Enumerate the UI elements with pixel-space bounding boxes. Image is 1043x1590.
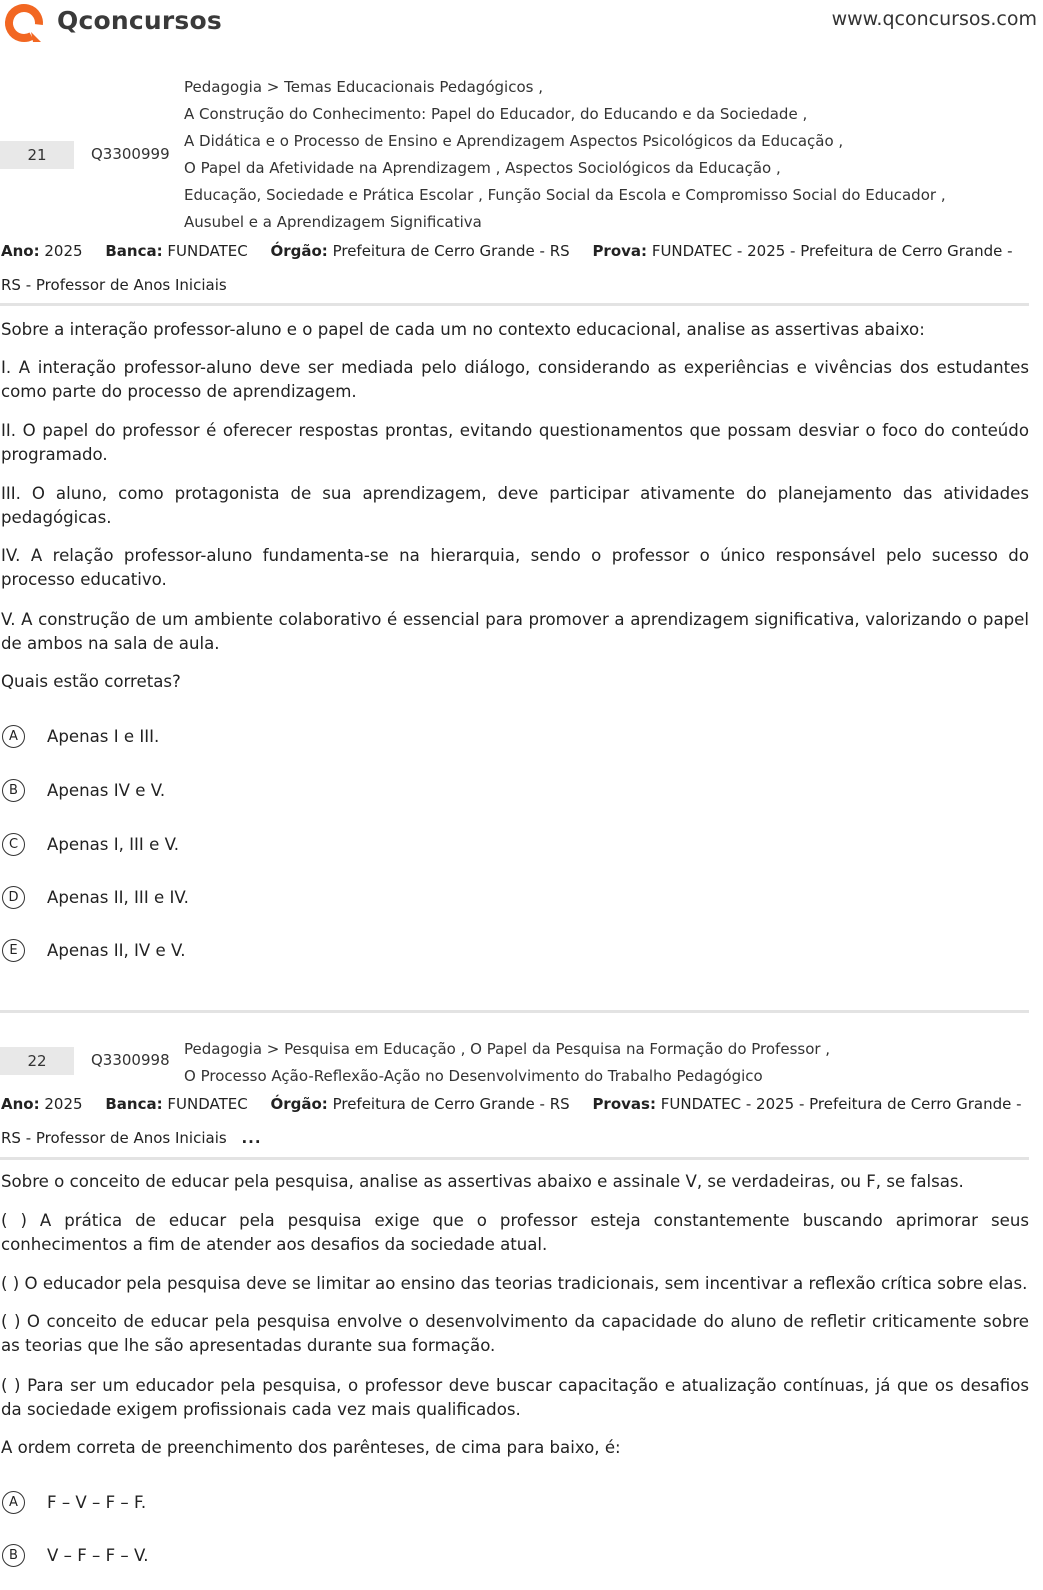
banca-label: Banca: [105, 242, 163, 260]
divider [0, 1157, 1029, 1160]
question-id[interactable]: Q3300999 [91, 145, 170, 163]
prova-value[interactable]: FUNDATEC - 2025 - Prefeitura de Cerro Grande - RS - Professor de Anos Iniciais [1, 242, 1013, 294]
subject-list [184, 1036, 830, 1090]
option-text[interactable]: F – V – F – F. [47, 1492, 147, 1512]
question-prompt: Quais estão corretas? [1, 672, 181, 691]
assertion: I. A interação professor-aluno deve ser mediada pelo diálogo, considerando as experiências e vivências dos estudantes como parte do processo de aprendizagem. [1, 358, 1029, 401]
subject-line[interactable]: Pedagogia > Pesquisa em Educação , O Papel da Pesquisa na Formação do Professor , [184, 1040, 831, 1058]
option-letter-circle[interactable]: D [2, 886, 25, 909]
question-prompt: A ordem correta de preenchimento dos parênteses, de cima para baixo, é: [1, 1438, 621, 1457]
ano-label: Ano: [1, 1095, 40, 1113]
assertion: III. O aluno, como protagonista de sua aprendizagem, deve participar ativamente do planejamento das atividades pedagógicas. [1, 484, 1029, 527]
subject-list [184, 74, 946, 236]
option-text[interactable]: Apenas II, IV e V. [47, 940, 186, 960]
option-e[interactable] [2, 937, 186, 963]
qconcursos-logo-icon[interactable] [3, 2, 45, 44]
question-meta [1, 234, 1036, 302]
divider [0, 303, 1029, 306]
assertion: ( ) A prática de educar pela pesquisa exige que o professor esteja constantemente buscando aprimorar seus conhecimentos a fim de atender aos desafios da sociedade atual. [1, 1211, 1029, 1254]
option-b[interactable] [2, 1542, 149, 1568]
option-letter-circle[interactable]: B [2, 779, 25, 802]
assertion: V. A construção de um ambiente colaborativo é essencial para promover a aprendizagem significativa, valorizando o papel de ambos na sala de aula. [1, 610, 1029, 653]
more-exams-ellipsis[interactable]: ... [241, 1129, 262, 1147]
option-a[interactable] [2, 1489, 147, 1515]
banca-label: Banca: [105, 1095, 163, 1113]
option-text[interactable]: Apenas IV e V. [47, 780, 166, 800]
assertion: IV. A relação professor-aluno fundamenta-se na hierarquia, sendo o professor o único responsável pelo sucesso do processo educativo. [1, 546, 1029, 589]
provas-label: Provas: [592, 1095, 656, 1113]
prova-value[interactable]: FUNDATEC - 2025 - Prefeitura de Cerro Grande - RS - Professor de Anos Iniciais [1, 1095, 1022, 1147]
page-header [0, 0, 1043, 50]
option-d[interactable] [2, 884, 189, 910]
option-text[interactable]: Apenas I, III e V. [47, 834, 180, 854]
subject-line[interactable]: A Construção do Conhecimento: Papel do Educador, do Educando e da Sociedade , [184, 105, 808, 123]
orgao-label: Órgão: [270, 1095, 328, 1113]
banca-value[interactable]: FUNDATEC [167, 1095, 248, 1113]
option-text[interactable]: V – F – F – V. [47, 1545, 149, 1565]
option-c[interactable] [2, 831, 180, 857]
option-letter-circle[interactable]: C [2, 833, 25, 856]
option-b[interactable] [2, 777, 166, 803]
ano-value[interactable]: 2025 [44, 242, 83, 260]
question-number: 22 [0, 1047, 74, 1075]
subject-line[interactable]: Educação, Sociedade e Prática Escolar , Função Social da Escola e Compromisso Social do Educador , [184, 186, 946, 204]
assertion: II. O papel do professor é oferecer respostas prontas, evitando questionamentos que possam desviar o foco do conteúdo programado. [1, 421, 1029, 464]
assertion: ( ) O educador pela pesquisa deve se limitar ao ensino das teorias tradicionais, sem incentivar a reflexão crítica sobre elas. [1, 1274, 1028, 1293]
subject-line[interactable]: O Papel da Afetividade na Aprendizagem , Aspectos Sociológicos da Educação , [184, 159, 781, 177]
statement: Sobre a interação professor-aluno e o papel de cada um no contexto educacional, analise as assertivas abaixo: [1, 320, 925, 339]
orgao-value[interactable]: Prefeitura de Cerro Grande - RS [332, 1095, 570, 1113]
option-text[interactable]: Apenas I e III. [47, 726, 160, 746]
subject-line[interactable]: A Didática e o Processo de Ensino e Aprendizagem Aspectos Psicológicos da Educação , [184, 132, 844, 150]
assertion: ( ) Para ser um educador pela pesquisa, o professor deve buscar capacitação e atualização contínuas, já que os desafios da sociedade exigem profissionais cada vez mais qualificados. [1, 1376, 1029, 1419]
subject-line[interactable]: O Processo Ação-Reflexão-Ação no Desenvolvimento do Trabalho Pedagógico [184, 1067, 763, 1085]
option-text[interactable]: Apenas II, III e IV. [47, 887, 189, 907]
question-separator [0, 1010, 1029, 1013]
ano-value[interactable]: 2025 [44, 1095, 83, 1113]
subject-line[interactable]: Pedagogia > Temas Educacionais Pedagógicos , [184, 78, 543, 96]
prova-label: Prova: [592, 242, 648, 260]
option-letter-circle[interactable]: A [2, 1491, 25, 1514]
statement: Sobre o conceito de educar pela pesquisa, analise as assertivas abaixo e assinale V, se verdadeiras, ou F, se falsas. [1, 1172, 964, 1191]
assertion: ( ) O conceito de educar pela pesquisa envolve o desenvolvimento da capacidade do aluno de refletir criticamente sobre as teorias que lhe são apresentadas durante sua formação. [1, 1312, 1029, 1355]
question-id[interactable]: Q3300998 [91, 1051, 170, 1069]
site-url[interactable]: www.qconcursos.com [831, 8, 1037, 30]
question-number: 21 [0, 141, 74, 169]
orgao-label: Órgão: [270, 242, 328, 260]
option-letter-circle[interactable]: B [2, 1544, 25, 1567]
option-a[interactable] [2, 723, 160, 749]
question-meta [1, 1087, 1036, 1155]
banca-value[interactable]: FUNDATEC [167, 242, 248, 260]
ano-label: Ano: [1, 242, 40, 260]
option-letter-circle[interactable]: A [2, 725, 25, 748]
subject-line[interactable]: Ausubel e a Aprendizagem Significativa [184, 213, 482, 231]
option-letter-circle[interactable]: E [2, 939, 25, 962]
orgao-value[interactable]: Prefeitura de Cerro Grande - RS [332, 242, 570, 260]
brand-name[interactable]: Qconcursos [57, 6, 222, 35]
